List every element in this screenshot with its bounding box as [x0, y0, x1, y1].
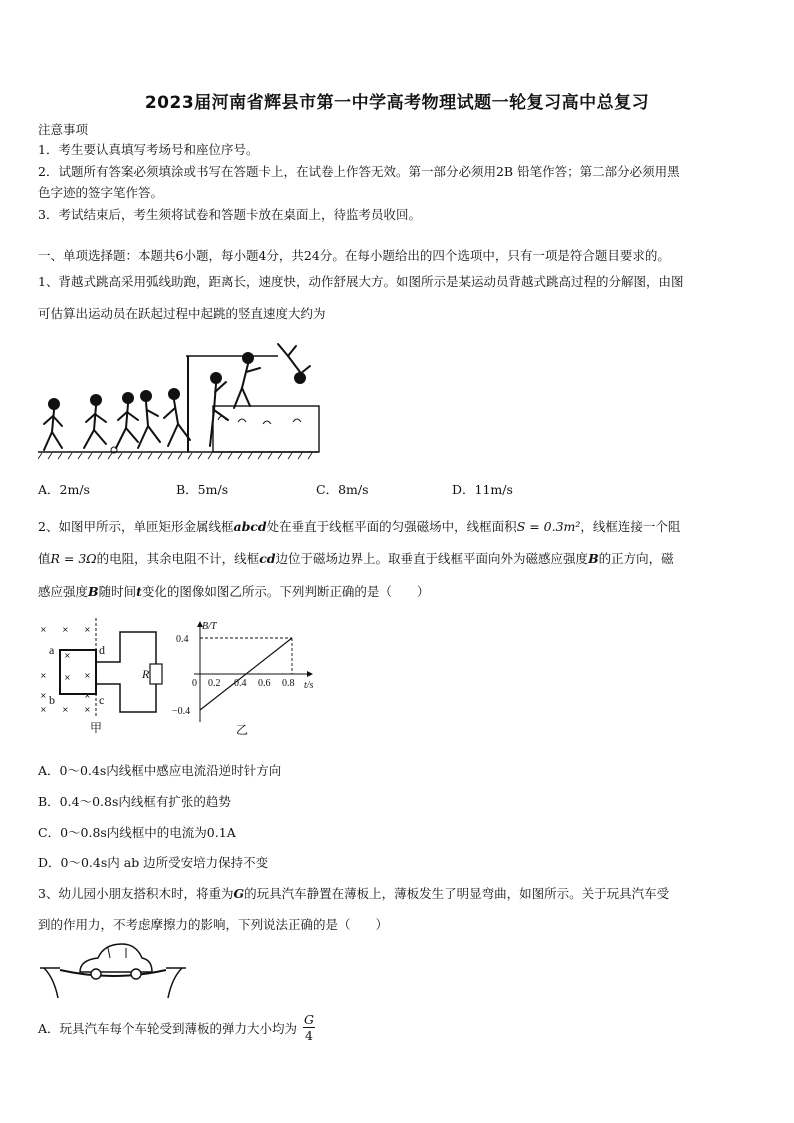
x-tick: 0.8 [282, 678, 295, 689]
x-tick: 0.6 [258, 678, 271, 689]
q1-option-b[interactable]: B．5m/s [176, 482, 229, 497]
high-jump-figure [38, 336, 328, 464]
circuit-figure-jia [38, 618, 168, 742]
q3-stem-line2: 到的作用力，不考虑摩擦力的影响，下列说法正确的是（ ） [38, 917, 389, 932]
svg-text:×: × [40, 625, 47, 634]
svg-text:×: × [62, 625, 69, 634]
svg-text:×: × [84, 625, 91, 634]
b-t-graph-yi [172, 618, 322, 742]
page-title: 2023届河南省辉县市第一中学高考物理试题一轮复习高中总复习 [144, 93, 650, 113]
label-c: c [99, 693, 105, 707]
q3-option-a[interactable]: A．玩具汽车每个车轮受到薄板的弹力大小均为 $\frac{G}{4}$ [38, 1012, 315, 1043]
fraction-denominator: 4 [305, 1028, 313, 1043]
label-a: a [49, 643, 55, 657]
q2-option-d[interactable]: D．0～0.4s内 ab 边所受安培力保持不变 [38, 855, 269, 870]
toy-car-figure [40, 938, 186, 1002]
svg-text:×: × [62, 705, 69, 714]
x-tick: 0 [192, 678, 197, 689]
x-tick: 0.4 [234, 678, 247, 689]
x-axis-label: t/s [304, 680, 314, 691]
notice-item: 3．考试结束后，考生须将试卷和答题卡放在桌面上，待监考员收回。 [38, 207, 421, 222]
y-tick: 0.4 [176, 634, 189, 645]
q2-option-c[interactable]: C．0～0.8s内线框中的电流为0.1A [38, 825, 236, 840]
q2-stem-line3: 感应强度B随时间t变化的图像如图乙所示。下列判断正确的是（ ） [38, 584, 430, 599]
q2-stem-line2: 值R = 3Ω的电阻，其余电阻不计，线框cd边位于磁场边界上。取垂直于线框平面向外为磁感应强度B的正方向，磁 [38, 551, 674, 566]
notice-item: 1．考生要认真填写考场号和座位序号。 [38, 142, 259, 157]
fraction-numerator: G [304, 1012, 315, 1027]
svg-text:×: × [64, 673, 71, 682]
q3-stem-line1: 3、幼儿园小朋友搭积木时，将重为G的玩具汽车静置在薄板上，薄板发生了明显弯曲，如图所示。关于玩具汽车受 [38, 886, 670, 901]
svg-text:×: × [84, 671, 91, 680]
q1-option-d[interactable]: D．11m/s [452, 482, 513, 497]
svg-text:×: × [40, 671, 47, 680]
section-heading: 一、单项选择题：本题共6小题，每小题4分，共24分。在每小题给出的四个选项中，只有一项是符合题目要求的。 [38, 248, 670, 263]
fraction [303, 1012, 315, 1043]
q2-stem-line1: 2、如图甲所示，单匝矩形金属线框abcd处在垂直于线框平面的匀强磁场中，线框面积S = 0.3m²，线框连接一个阻 [38, 519, 681, 534]
svg-text:×: × [64, 651, 71, 660]
caption-yi: 乙 [236, 723, 249, 737]
y-tick: −0.4 [172, 706, 191, 717]
q1-option-a[interactable]: A．2m/s [38, 482, 90, 497]
label-d: d [99, 643, 105, 657]
notice-heading: 注意事项 [38, 122, 89, 137]
q1-stem-line1: 1、背越式跳高采用弧线助跑，距离长，速度快，动作舒展大方。如图所示是某运动员背越式跳高过程的分解图，由图 [38, 274, 684, 289]
notice-item: 2．试题所有答案必须填涂或书写在答题卡上，在试卷上作答无效。第一部分必须用2B 铅笔作答；第二部分必须用黑 [38, 164, 680, 179]
caption-jia: 甲 [90, 721, 103, 735]
svg-text:×: × [84, 691, 91, 700]
label-b: b [49, 693, 55, 707]
q2-option-a[interactable]: A．0～0.4s内线框中感应电流沿逆时针方向 [38, 763, 282, 778]
q1-stem-line2: 可估算出运动员在跃起过程中起跳的竖直速度大约为 [38, 306, 326, 321]
svg-text:×: × [84, 705, 91, 714]
q1-option-c[interactable]: C．8m/s [316, 482, 369, 497]
q2-option-b[interactable]: B．0.4～0.8s内线框有扩张的趋势 [38, 794, 231, 809]
svg-text:×: × [40, 705, 47, 714]
svg-text:×: × [40, 691, 47, 700]
y-axis-label: B/T [202, 621, 217, 632]
notice-item: 色字迹的签字笔作答。 [38, 185, 164, 200]
x-tick: 0.2 [208, 678, 221, 689]
label-r: R [142, 667, 150, 681]
